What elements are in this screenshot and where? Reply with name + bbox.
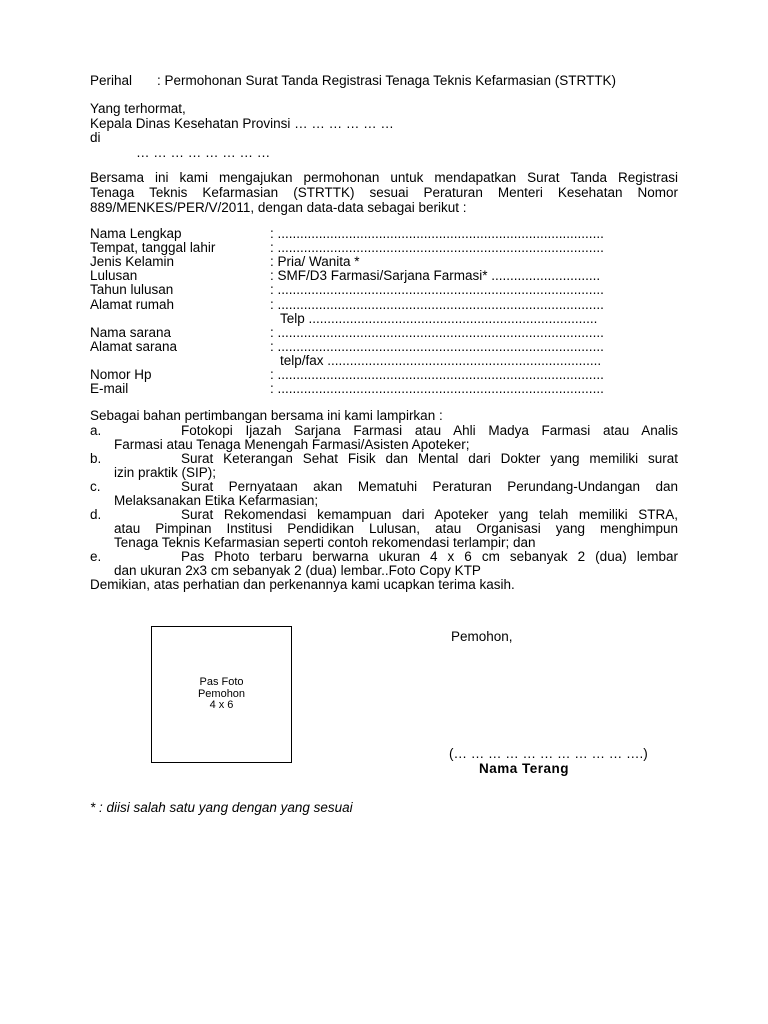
attachment-a-line-1: Fotokopi Ijazah Sarjana Farmasi atau Ahli Madya Farmasi atau Analis [181,423,678,438]
alamat-sarana-label: Alamat sarana [90,339,178,354]
signature-name-label: Nama Terang [479,761,570,776]
salutation: Yang terhormat, [90,101,186,116]
photo-placeholder-box [151,626,292,763]
lulusan-field: : SMF/D3 Farmasi/Sarjana Farmasi* ............................. [270,268,601,283]
attachment-letter-b: b. [90,451,102,466]
photo-caption [152,677,291,712]
nomor-hp-field: : ....................................................................................... [270,367,604,382]
alamat-sarana-field: : ....................................................................................... [270,339,604,354]
attachments-intro: Sebagai bahan pertimbangan bersama ini kami lampirkan : [90,408,443,423]
attachment-e-line-1: Pas Photo terbaru berwarna ukuran 4 x 6 cm sebanyak 2 (dua) lembar [181,549,678,564]
tahun-lulusan-label: Tahun lulusan [90,282,174,297]
attachment-b-line-1: Surat Keterangan Sehat Fisik dan Mental dari Dokter yang memiliki surat [181,451,678,466]
jenis-kelamin-field: : Pria/ Wanita * [270,254,360,269]
attachment-d-line-1: Surat Rekomendasi kemampuan dari Apoteker yang telah memiliki STRA, [181,507,678,522]
attachment-letter-e: e. [90,549,102,564]
attachment-a-line-2: Farmasi atau Tenaga Menengah Farmasi/Asisten Apoteker; [114,437,470,452]
closing-sentence: Demikian, atas perhatian dan perkenannya kami ucapkan terima kasih. [90,577,515,592]
alamat-rumah-field: : ....................................................................................... [270,297,604,312]
photo-caption-line-2: Pemohon [197,687,246,700]
attachment-d-line-2: atau Pimpinan Institusi Pendidikan Lulusan, atau Organisasi yang menghimpun [114,521,678,536]
attachment-c-line-2: Melaksanakan Etika Kefarmasian; [114,493,319,508]
telp-fax-field: telp/fax ......................................................................... [280,353,602,368]
recipient-di: di [90,130,101,145]
lulusan-label: Lulusan [90,268,138,283]
nama-sarana-label: Nama sarana [90,325,172,340]
photo-caption-line-3: 4 x 6 [209,699,234,711]
nama-lengkap-label: Nama Lengkap [90,226,182,241]
attachment-d-line-3: Tenaga Teknis Kefarmasian seperti contoh rekomendasi terlampir; dan [114,535,536,550]
recipient-location: … … … … … … … … [136,145,271,160]
tempat-lahir-field: : ....................................................................................... [270,240,604,255]
nama-sarana-field: : ....................................................................................... [270,325,604,340]
tahun-lulusan-field: : ....................................................................................... [270,282,604,297]
jenis-kelamin-label: Jenis Kelamin [90,254,175,269]
attachment-letter-c: c. [90,479,101,494]
intro-line-1: Bersama ini kami mengajukan permohonan untuk mendapatkan Surat Tanda Registrasi [90,170,678,185]
perihal-value: : Permohonan Surat Tanda Registrasi Tenaga Teknis Kefarmasian (STRTTK) [157,73,616,88]
footnote: * : diisi salah satu yang dengan yang sesuai [90,800,353,815]
signature-line: (… … … … … … … … … … ….) [449,746,648,761]
photo-caption-line-1: Pas Foto [199,676,244,688]
tempat-lahir-label: Tempat, tanggal lahir [90,240,216,255]
nama-lengkap-field: : ....................................................................................... [270,226,604,241]
recipient: Kepala Dinas Kesehatan Provinsi … … … … … … [90,116,394,131]
email-field: : ....................................................................................... [270,381,604,396]
signature-label: Pemohon, [451,629,513,644]
email-label: E-mail [90,381,129,396]
intro-line-2: Tenaga Teknis Kefarmasian (STRTTK) sesuai Peraturan Menteri Kesehatan Nomor [90,185,678,200]
attachment-b-line-2: izin praktik (SIP); [114,465,217,480]
attachment-c-line-1: Surat Pernyataan akan Mematuhi Peraturan Perundang-Undangan dan [181,479,678,494]
telp-field: Telp ............................................................................. [280,311,598,326]
intro-line-3: 889/MENKES/PER/V/2011, dengan data-data sebagai berikut : [90,200,467,215]
alamat-rumah-label: Alamat rumah [90,297,175,312]
attachment-letter-d: d. [90,507,102,522]
attachment-letter-a: a. [90,423,102,438]
perihal-label: Perihal [90,73,133,88]
nomor-hp-label: Nomor Hp [90,367,152,382]
attachment-e-line-2: dan ukuran 2x3 cm sebanyak 2 (dua) lembar..Foto Copy KTP [114,563,481,578]
